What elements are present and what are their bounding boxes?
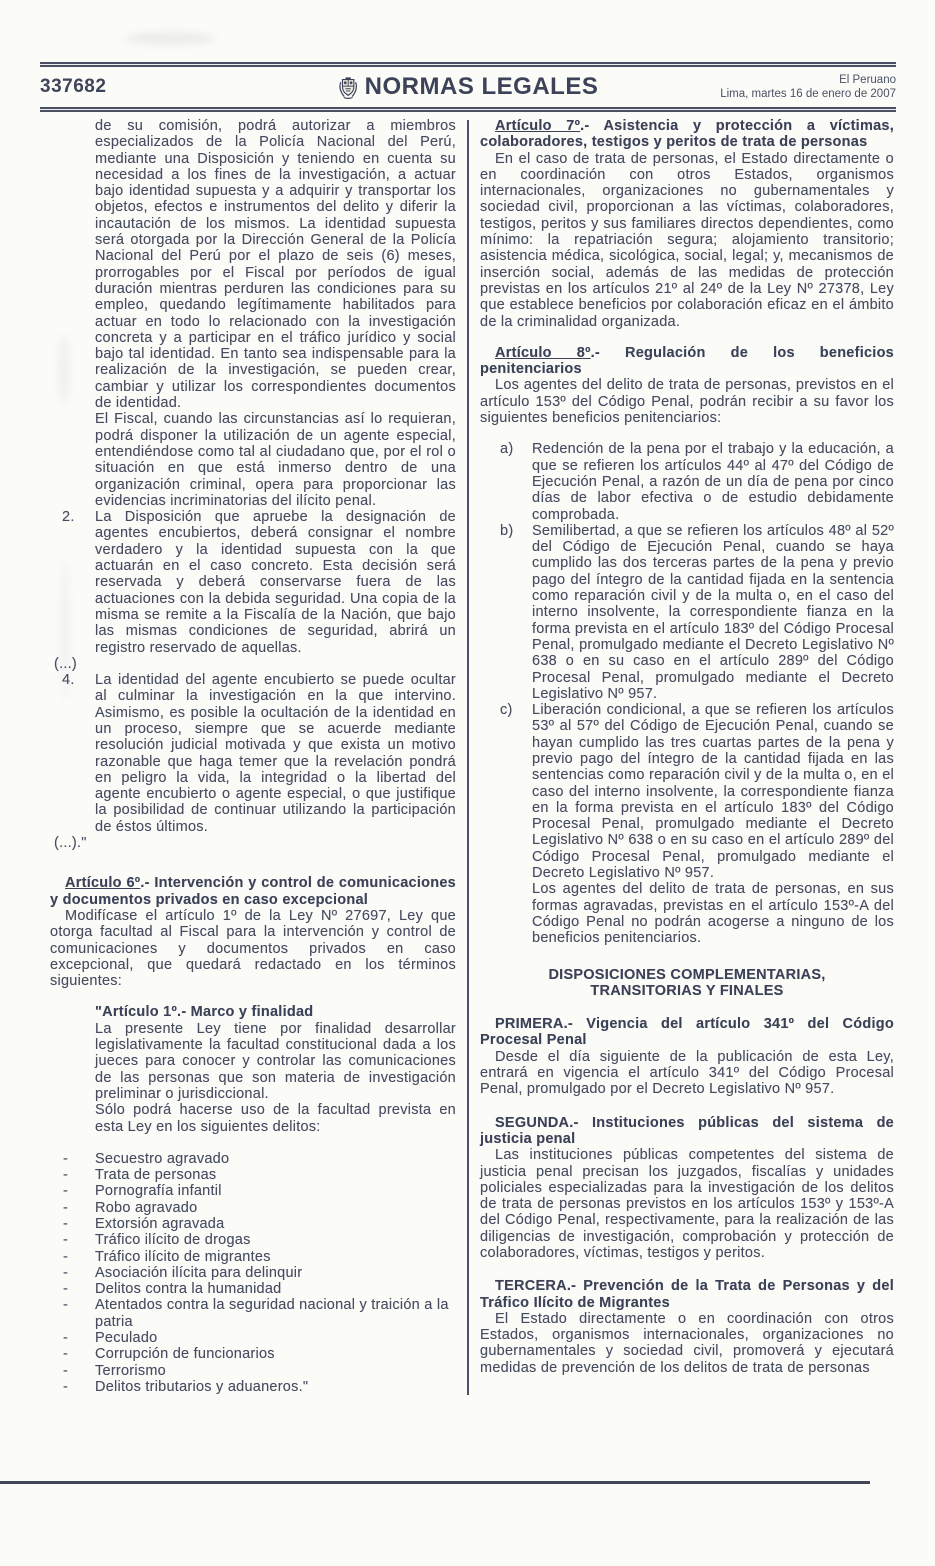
benefit-text: Semilibertad, a que se refieren los artículos 48º al 52º del Código de Ejecución Penal, cuando se haya cumplido las dos terceras partes de la pena y previo pago del íntegro de la cantidad fijada en la sentencia como reparación civil y de la multa o, en el caso del interno insolvente, la correspondiente fianza en la forma prevista en el artículo 183º del Código Procesal Penal, promulgado mediante el Decreto Legislativo Nº 638 o en su caso en el artículo 289º del Código Procesal Penal, promulgado mediante el Decreto Legislativo Nº 957. <box>532 522 894 702</box>
continuation-paragraph-2: El Fiscal, cuando las circunstancias así lo requieran, podrá disponer la utilización de un agente especial, entendiéndose como tal al ciudadano que, por el rol o situación en que está inmerso dentro de una organización criminal, opera para proporcionar las evidencias incriminatorias del ilícito penal. <box>95 411 456 509</box>
delitos-list <box>50 1151 456 1395</box>
dash-bullet: - <box>63 1264 69 1281</box>
numbered-item-4 <box>50 672 456 835</box>
list-item <box>50 1281 456 1297</box>
issue-info <box>720 73 896 101</box>
articulo-7-lead: Artículo 7º <box>495 118 581 134</box>
list-item-text: Tráfico ilícito de drogas <box>95 1232 251 1249</box>
masthead-title: NORMAS LEGALES <box>364 73 599 100</box>
list-item-text: Pornografía infantil <box>95 1183 222 1200</box>
list-item-text: Delitos contra la humanidad <box>95 1281 282 1298</box>
articulo-6-heading <box>50 875 456 908</box>
dash-bullet: - <box>63 1346 69 1363</box>
list-item <box>50 1232 456 1248</box>
benefit-item <box>480 523 894 702</box>
list-item <box>50 1297 456 1330</box>
scan-artifact <box>125 32 215 45</box>
list-item <box>50 1379 456 1395</box>
header-bottom-rule <box>40 107 896 112</box>
benefit-letter: a) <box>500 441 514 458</box>
ellipsis-marker: (...) <box>54 655 77 672</box>
item-text: La Disposición que apruebe la designación de agentes encubiertos, deberá consignar el nombre verdadero y la identidad supuesta con la que actuarán en el caso concreto. Esta decisión será reservada y deberá conservarse fuera de las actuaciones con la debida seguridad. Una copia de la misma se remite a la Fiscalía de la Nación, que bajo las mismas condiciones de seguridad, abrirá un registro reservado de aquellas. <box>95 509 456 656</box>
dash-bullet: - <box>63 1216 69 1232</box>
list-item <box>50 1183 456 1199</box>
list-item <box>50 1265 456 1281</box>
list-item <box>50 1249 456 1265</box>
list-item-text: Atentados contra la seguridad nacional y traición a la patria <box>95 1297 449 1330</box>
benefit-letter: b) <box>500 522 514 539</box>
list-item-text: Peculado <box>95 1330 158 1347</box>
tercera-paragraph: El Estado directamente o en coordinación con otros Estados, organismos internacionales, organizaciones no gubernamentales y sociedad civil, promoverá y ejecutará medidas de prevención de los delitos de trata de personas <box>480 1310 894 1376</box>
dash-bullet: - <box>63 1199 69 1216</box>
beneficios-list <box>480 441 894 946</box>
coat-of-arms-icon <box>338 75 359 99</box>
list-item <box>50 1363 456 1379</box>
dash-bullet: - <box>63 1232 69 1249</box>
continuation-paragraph-1: de su comisión, podrá autorizar a miembros especializados de la Policía Nacional del Perú, mediante una Disposición y teniendo en cuenta su necesidad a los fines de la investigación, a actuar bajo identidad supuesta y a adquirir y transportar los objetos, efectos e instrumentos del delito y diferir la incautación de los mismos. La identidad supuesta será otorgada por la Dirección General de la Policía Nacional del Perú por el plazo de seis (6) meses, prorrogables por el Fiscal por períodos de igual duración mientras perduren las condiciones para su empleo, quedando legítimamente habilitados para actuar en todo lo relacionado con la investigación concreta y a participar en el tráfico jurídico y social bajo tal identidad. En tanto sea indispensable para la realización de la investigación, se pueden crear, cambiar y utilizar los correspondientes documentos de identidad. <box>95 118 456 412</box>
beneficios-tail-paragraph: Los agentes del delito de trata de personas, en sus formas agravadas, previstas en el artículo 153º-A del Código Penal no podrán acogerse a ninguno de los beneficios penitenciarios. <box>532 881 894 947</box>
dash-bullet: - <box>63 1183 69 1200</box>
footer-rule <box>0 1481 870 1484</box>
list-item-text: Asociación ilícita para delinquir <box>95 1264 303 1281</box>
dash-bullet: - <box>63 1330 69 1347</box>
benefit-text: Redención de la pena por el trabajo y la educación, a que se refieren los artículos 44º al 47º del Código de Ejecución Penal, a razón de un día de pena por cinco días de labor efectiva o de estudio debidamente comprobada. <box>532 441 894 523</box>
primera-paragraph: Desde el día siguiente de la publicación de esta Ley, entrará en vigencia el artículo 341º del Código Procesal Penal, promulgado por el Decreto Legislativo Nº 957. <box>480 1048 894 1098</box>
list-item-text: Delitos tributarios y aduaneros." <box>95 1378 309 1395</box>
list-item-text: Corrupción de funcionarios <box>95 1346 275 1363</box>
column-divider <box>467 120 469 1395</box>
dash-bullet: - <box>63 1281 69 1298</box>
benefit-item <box>480 702 894 881</box>
benefit-text: Liberación condicional, a que se refieren los artículos 53º al 57º del Código de Ejecución Penal, cuando se hayan cumplido las tres cuartas partes de la pena y previo pago del íntegro de la cantidad fijada en las sentencias como reparación civil y de la multa o, en el caso del interno insolvente, la correspondiente fianza en la forma prevista en el artículo 183º del Código Procesal Penal, promulgado mediante el Decreto Legislativo Nº 638 o en su caso en el artículo 289º del Código Procesal Penal, promulgado mediante el Decreto Legislativo Nº 957. <box>532 702 894 882</box>
list-item-text: Terrorismo <box>95 1362 166 1379</box>
articulo-6-lead: Artículo 6º <box>65 875 141 892</box>
item-number: 2. <box>62 509 75 526</box>
quoted-article-paragraph-1: La presente Ley tiene por finalidad desarrollar legislativamente la facultad constitucional dada a los jueces para conocer y controlar las comunicaciones de las personas que son materia de investigación preliminar o jurisdiccional. <box>95 1020 456 1102</box>
disposiciones-line-1: DISPOSICIONES COMPLEMENTARIAS, <box>548 966 826 983</box>
list-item <box>50 1330 456 1346</box>
segunda-paragraph: Las instituciones públicas competentes del sistema de justicia penal precisan los juzgados, fiscalías y unidades policiales especializadas para la investigación de los delitos de trata de personas previstos en los artículos 153º y 153º-A del Código Penal, respectivamente, para la realización de las diligencias de investigación, comprobación y protección de colaboradores, víctimas, testigos y peritos. <box>480 1147 894 1261</box>
quoted-article-block <box>50 1004 456 1134</box>
right-column <box>480 118 894 1395</box>
item-text: La identidad del agente encubierto se puede ocultar al culminar la investigación en la que intervino. Asimismo, es posible la ocultación de la identidad en un proceso, siempre que se acuerde mediante resolución judicial motivada y que exista un motivo razonable que haga temer que la revelación pondrá en peligro la vida, la integridad o la libertad del agente encubierto o agente especial, o que justifique la posibilidad de continuar utilizando la participación de éstos últimos. <box>95 672 456 835</box>
page-body <box>50 118 895 1395</box>
quoted-article-paragraph-2: Sólo podrá hacerse uso de la facultad prevista en esta Ley en los siguientes delitos: <box>95 1102 456 1135</box>
dash-bullet: - <box>63 1362 69 1379</box>
primera-heading: PRIMERA.- Vigencia del artículo 341º del Código Procesal Penal <box>480 1016 894 1049</box>
list-item-text: Secuestro agravado <box>95 1150 230 1167</box>
articulo-8-heading <box>480 345 894 378</box>
benefit-item <box>480 441 894 522</box>
ellipsis-marker: (...)." <box>54 835 87 852</box>
articulo-8-paragraph: Los agentes del delito de trata de personas, previstos en el artículo 153º del Código Penal, podrán recibir a su favor los siguientes beneficios penitenciarios: <box>480 377 894 427</box>
left-column <box>50 118 456 1395</box>
page-header <box>40 62 896 112</box>
page-number: 337682 <box>40 76 107 97</box>
list-item-text: Extorsión agravada <box>95 1216 225 1232</box>
articulo-7-heading <box>480 118 894 151</box>
articulo-6-paragraph: Modifícase el artículo 1º de la Ley Nº 27697, Ley que otorga facultad al Fiscal para la intervención y control de comunicaciones y documentos privados en caso excepcional, que quedará redactado en los términos siguientes: <box>50 907 456 990</box>
benefit-letter: c) <box>500 702 513 719</box>
list-item <box>50 1200 456 1216</box>
segunda-heading: SEGUNDA.- Instituciones públicas del sistema de justicia penal <box>480 1114 894 1147</box>
quoted-article-title: "Artículo 1º.- Marco y finalidad <box>95 1004 314 1021</box>
articulo-8-lead: Artículo 8º <box>495 344 591 361</box>
header-row <box>40 67 896 107</box>
list-item <box>50 1216 456 1232</box>
masthead <box>338 73 599 101</box>
list-item <box>50 1167 456 1183</box>
list-item-text: Tráfico ilícito de migrantes <box>95 1248 271 1265</box>
articulo-6-rest: .- Intervención y control de comunicaciones y documentos privados en caso excepcional <box>50 875 456 908</box>
disposiciones-heading <box>480 967 894 1000</box>
articulo-7-paragraph: En el caso de trata de personas, el Estado directamente o en coordinación con otros Estados, organismos internacionales, organizaciones no gubernamentales y sociedad civil, proporcionan a las víctimas, colaboradores, testigos, peritos y sus familiares directos dependientes, como mínimo: la repatriación segura; alojamiento transitorio; asistencia médica, sicológica, social, legal; y, mecanismos de inserción social, además de las medidas de protección previstas en los artículos 21º al 24º de la Ley Nº 27378, Ley que establece beneficios por colaboración eficaz en el ámbito de la criminalidad organizada. <box>480 150 894 330</box>
issue-name: El Peruano <box>839 74 896 86</box>
dash-bullet: - <box>63 1248 69 1265</box>
list-item-text: Trata de personas <box>95 1167 217 1184</box>
articulo-7-rest: .- Asistencia y protección a víctimas, colaboradores, testigos y peritos de trata de personas <box>480 118 895 151</box>
issue-date: Lima, martes 16 de enero de 2007 <box>720 88 896 100</box>
disposiciones-line-2: TRANSITORIAS Y FINALES <box>590 982 784 999</box>
dash-bullet: - <box>63 1150 69 1167</box>
dash-bullet: - <box>63 1378 69 1395</box>
dash-bullet: - <box>63 1297 69 1314</box>
dash-bullet: - <box>63 1167 69 1184</box>
list-item <box>50 1346 456 1362</box>
tercera-heading: TERCERA.- Prevención de la Trata de Personas y del Tráfico Ilícito de Migrantes <box>480 1278 894 1311</box>
numbered-item-2 <box>50 509 456 656</box>
item-number: 4. <box>62 672 75 689</box>
list-item-text: Robo agravado <box>95 1199 198 1216</box>
articulo-8-rest: .- Regulación de los beneficios penitenciarios <box>480 344 894 378</box>
list-item <box>50 1151 456 1167</box>
